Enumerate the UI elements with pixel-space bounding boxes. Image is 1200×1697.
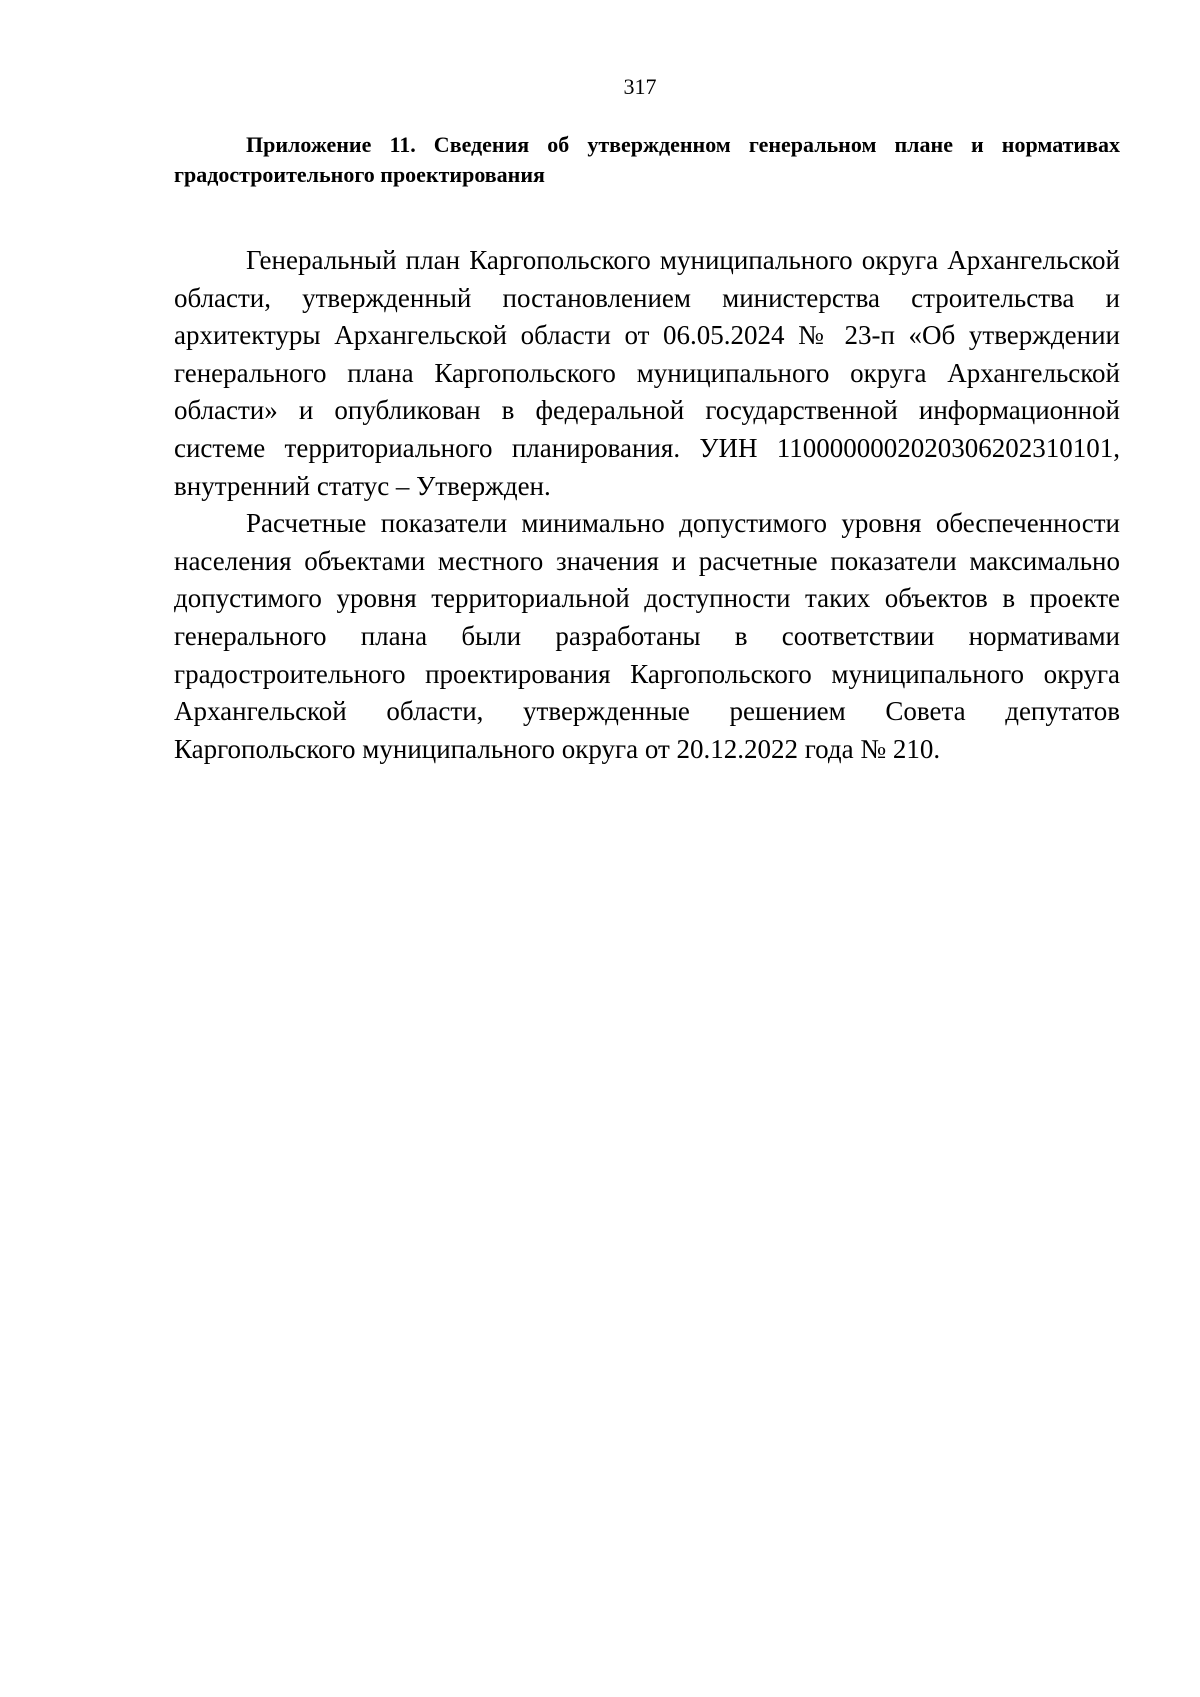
paragraph-general-plan: Генеральный план Каргопольского муниципального округа Архангельской области, утвержденный постановлением министерства строительства и архитектуры Архангельской области от 06.05.2024 № 23-п «Об утверждении генерального плана Каргопольского муниципального округа Архангельской области» и опубликован в федеральной государственной информационной системе территориального планирования. УИН 110000000202030620231010​1, внутренний статус – Утвержден. <box>174 245 1120 501</box>
body-text <box>174 242 1120 768</box>
document-content <box>174 130 1120 768</box>
page-number: 317 <box>623 74 657 99</box>
paragraph-standards: Расчетные показатели минимально допустимого уровня обеспеченности населения объектами местного значения и расчетные показатели максимально допустимого уровня территориальной доступности таких объектов в проекте генерального плана были разработаны в соответствии нормативами градостроительного проектирования Каргопольского муниципального округа Архангельской области, утвержденные решением Совета депутатов Каргопольского муниципального округа от 20.12.2022 года № 210. <box>174 508 1120 764</box>
appendix-heading: Приложение 11. Сведения об утвержденном генеральном плане и нормативах градостроительного проектирования <box>174 132 1120 187</box>
